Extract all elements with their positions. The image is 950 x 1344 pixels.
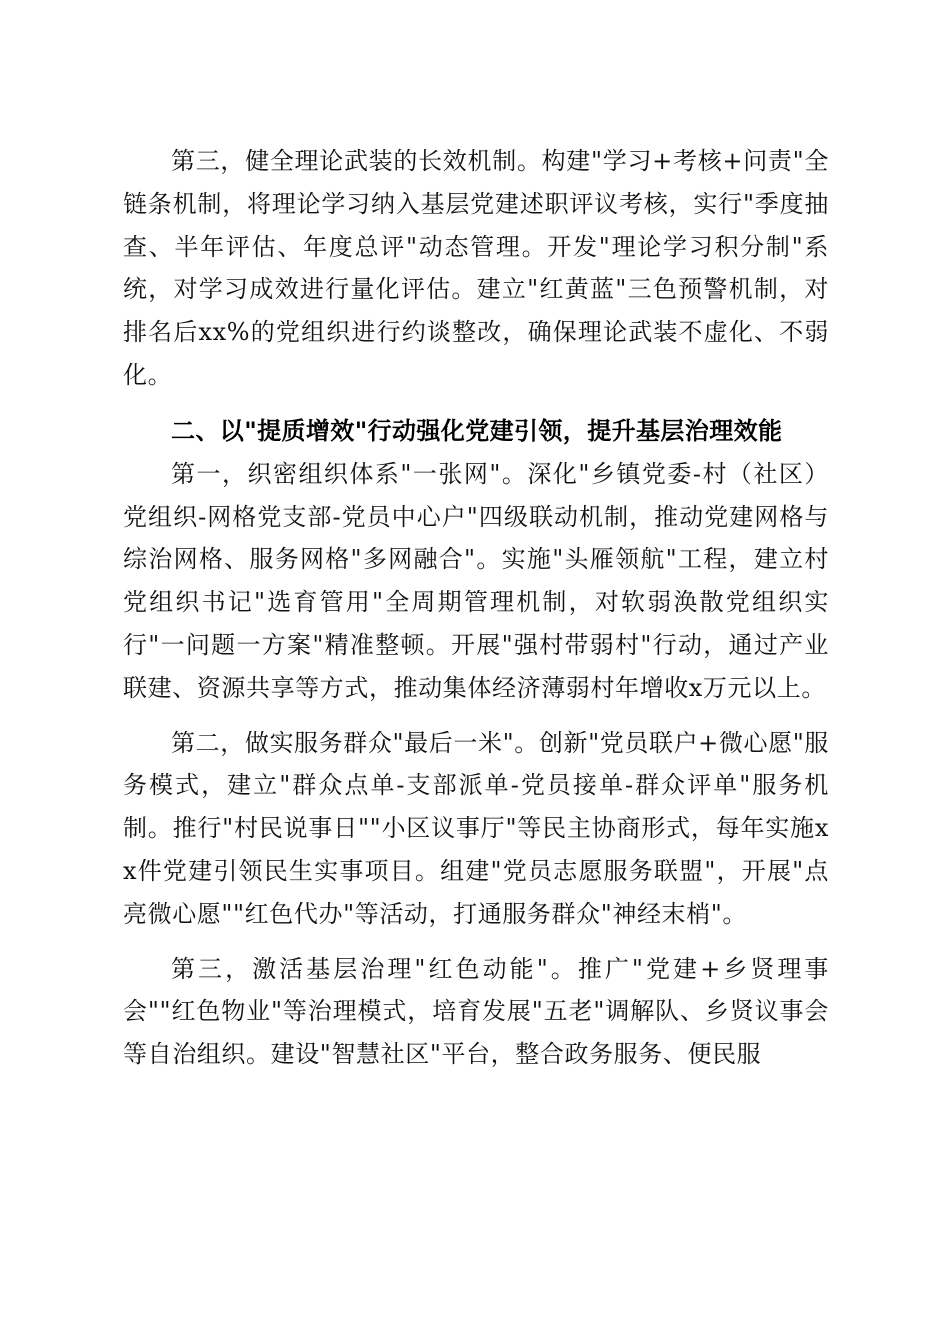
paragraph-red-momentum: 第三，激活基层治理"红色动能"。推广"党建+乡贤理事会""红色物业"等治理模式，培育发展"五老"调解队、乡贤议事会等自治组织。建设"智慧社区"平台，整合政务服务、便民服 (123, 954, 829, 1069)
paragraph-theory-mechanism: 第三，健全理论武装的长效机制。构建"学习+考核+问责"全链条机制，将理论学习纳入基层党建述职评议考核，实行"季度抽查、半年评估、年度总评"动态管理。开发"理论学习积分制"系统，对学习成效进行量化评估。建立"红黄蓝"三色预警机制，对排名后xx%的党组织进行约谈整改，确保理论武装不虚化、不弱化。 (123, 147, 829, 389)
paragraph-organization-network: 第一，织密组织体系"一张网"。深化"乡镇党委-村（社区）党组织-网格党支部-党员中心户"四级联动机制，推动党建网格与综治网格、服务网格"多网融合"。实施"头雁领航"工程，建立村党组织书记"选育管用"全周期管理机制，对软弱涣散党组织实行"一问题一方案"精准整顿。开展"强村带弱村"行动，通过产业联建、资源共享等方式，推动集体经济薄弱村年增收x万元以上。 (123, 459, 829, 702)
paragraph-serve-masses: 第二，做实服务群众"最后一米"。创新"党员联户+微心愿"服务模式，建立"群众点单-支部派单-党员接单-群众评单"服务机制。推行"村民说事日""小区议事厅"等民主协商形式，每年实施xx件党建引领民生实事项目。组建"党员志愿服务联盟"，开展"点亮微心愿""红色代办"等活动，打通服务群众"神经末梢"。 (123, 728, 829, 928)
section-heading: 二、以"提质增效"行动强化党建引领，提升基层治理效能 (171, 416, 783, 445)
document-body (123, 140, 829, 1088)
